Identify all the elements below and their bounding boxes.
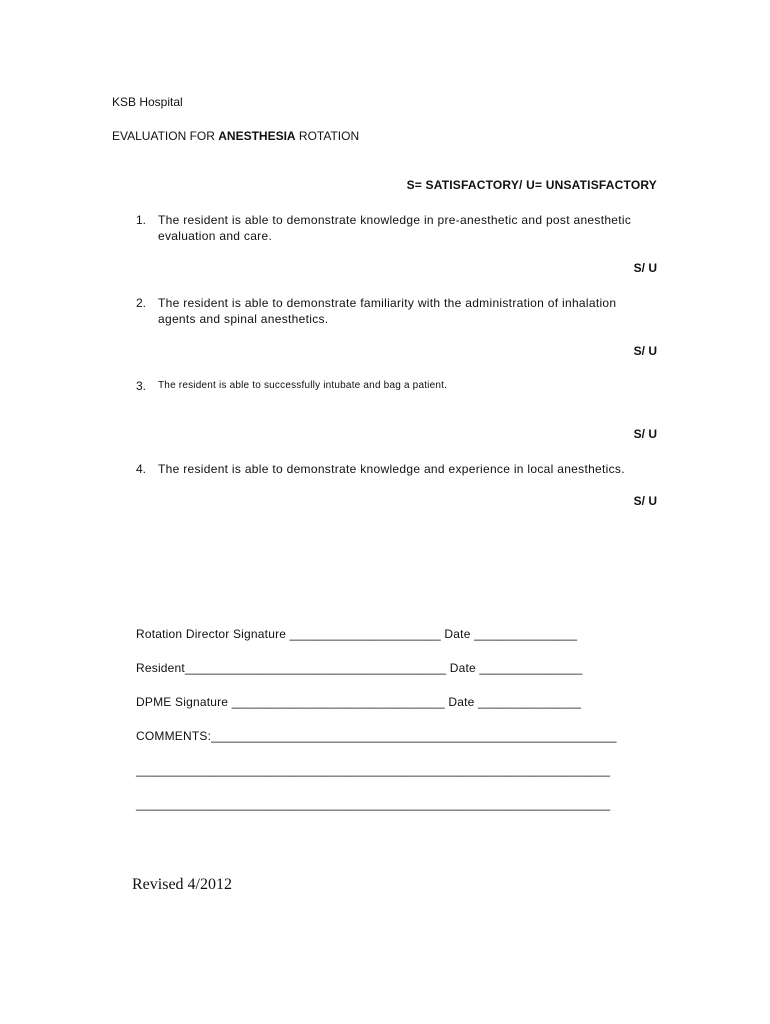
item-text: The resident is able to demonstrate knowledge and experience in local anesthetics. <box>158 462 625 476</box>
dpme-signature-line[interactable]: DPME Signature _______________________________ Date _______________ <box>136 695 582 709</box>
item-number: 3. <box>136 379 147 393</box>
item-number: 4. <box>136 462 147 476</box>
title-bold: ANESTHESIA <box>218 129 296 143</box>
item-text: The resident is able to successfully intubate and bag a patient. <box>158 380 448 391</box>
rating-item-3[interactable]: S/ U <box>633 427 657 441</box>
title-suffix: ROTATION <box>295 129 360 143</box>
form-title <box>112 129 359 143</box>
rating-item-4[interactable]: S/ U <box>633 494 657 508</box>
comments-line-3[interactable]: _____________________________________________________________________ <box>136 797 611 811</box>
item-number: 1. <box>136 213 147 227</box>
comments-line[interactable]: COMMENTS:___________________________________________________________ <box>136 729 617 743</box>
item-text: The resident is able to demonstrate familiarity with the administration of inhalation agents and spinal anesthetics. <box>158 296 617 326</box>
item-number: 2. <box>136 296 147 310</box>
resident-signature-line[interactable]: Resident______________________________________ Date _______________ <box>136 661 583 675</box>
rating-item-2[interactable]: S/ U <box>633 344 657 358</box>
rating-item-1[interactable]: S/ U <box>633 261 657 275</box>
comments-line-2[interactable]: _____________________________________________________________________ <box>136 763 611 777</box>
hospital-name: KSB Hospital <box>112 95 183 109</box>
item-text: The resident is able to demonstrate knowledge in pre-anesthetic and post anesthetic evaluation and care. <box>158 213 632 243</box>
title-prefix: EVALUATION FOR <box>112 129 219 143</box>
revision-date: Revised 4/2012 <box>132 876 232 893</box>
rotation-director-signature-line[interactable]: Rotation Director Signature ______________________ Date _______________ <box>136 627 578 641</box>
rating-legend: S= SATISFACTORY/ U= UNSATISFACTORY <box>406 178 657 192</box>
